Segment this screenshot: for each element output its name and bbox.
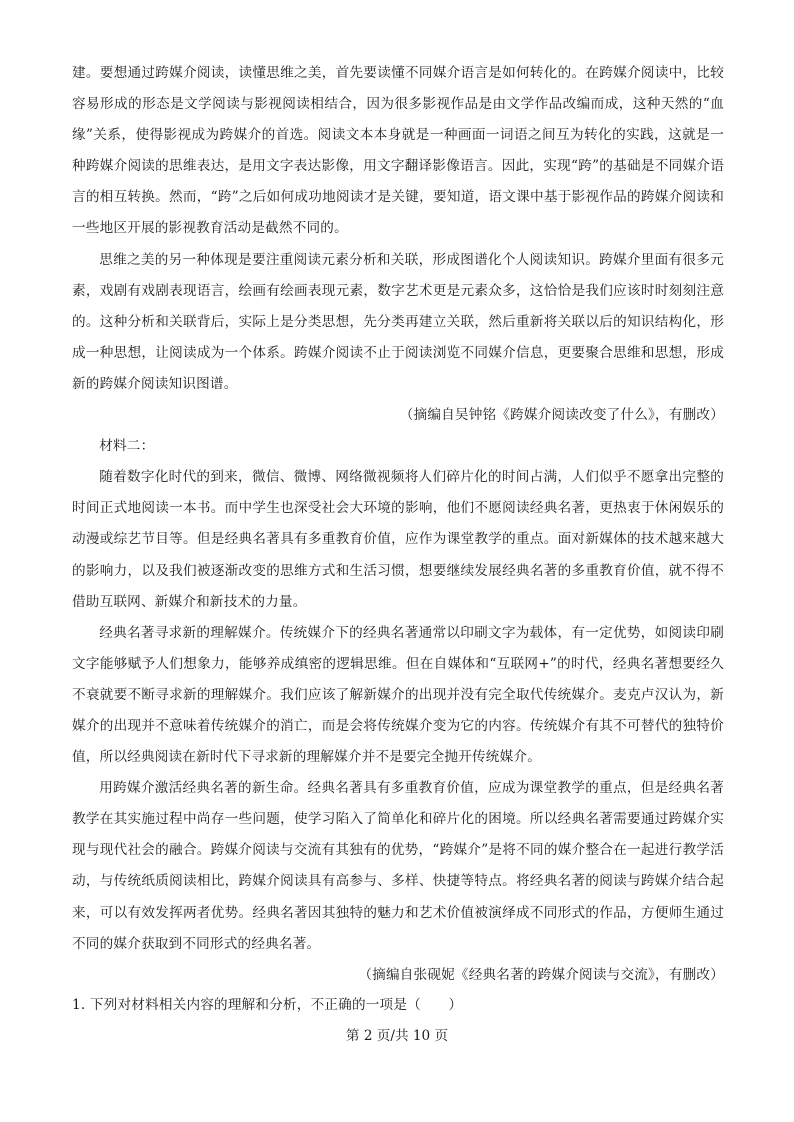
question-1: 1. 下列对材料相关内容的理解和分析，不正确的一项是（ ） — [72, 996, 463, 1013]
material-two-label: 材料二： — [99, 438, 155, 455]
paragraph-2: 思维之美的另一种体现是要注重阅读元素分析和关联，形成图谱化个人阅读知识。跨媒介里面有很多元素，戏剧有戏剧表现语言，绘画有绘画表现元素，数字艺术更是元素众多，这恰恰是我们应该时时刻刻注意的。这种分析和关联背后，实际上是分类思想，先分类再建立关联，然后重新将关联以后的知识结构化，形成一种思想，让阅读成为一个体系。跨媒介阅读不止于阅读浏览不同媒介信息，更要聚合思维和思想，形成新的跨媒介阅读知识图谱。 — [72, 251, 724, 392]
source-citation-1: （摘编自吴钟铭《跨媒介阅读改变了什么》，有删改） — [399, 407, 724, 424]
document-body — [72, 58, 724, 1017]
paragraph-5: 用跨媒介激活经典名著的新生命。经典名著具有多重教育价值，应成为课堂教学的重点，但是经典名著教学在其实施过程中尚存一些问题，使学习陷入了简单化和碎片化的困境。所以经典名著需要通过跨媒介实现与现代社会的融合。跨媒介阅读与交流有其独有的优势，“跨媒介”是将不同的媒介整合在一起进行教学活动，与传统纸质阅读相比，跨媒介阅读具有高参与、多样、快捷等特点。将经典名著的阅读与跨媒介结合起来，可以有效发挥两者优势。经典名著因其独特的魅力和艺术价值被演绎成不同形式的作品，方便师生通过不同的媒介获取到不同形式的经典名著。 — [72, 780, 724, 952]
paragraph-1: 建。要想通过跨媒介阅读，读懂思维之美，首先要读懂不同媒介语言是如何转化的。在跨媒介阅读中，比较容易形成的形态是文学阅读与影视阅读相结合，因为很多影视作品是由文学作品改编而成，这种天然的“血缘”关系，使得影视成为跨媒介的首选。阅读文本本身就是一种画面一词语之间互为转化的实践，这就是一种跨媒介阅读的思维表达，是用文字表达影像，用文字翻译影像语言。因此，实现“跨”的基础是不同媒介语言的相互转换。然而，“跨”之后如何成功地阅读才是关键，要知道，语文课中基于影视作品的跨媒介阅读和一些地区开展的影视教育活动是截然不同的。 — [72, 65, 724, 237]
page-number-footer: 第 2 页/共 10 页 — [345, 1028, 449, 1044]
paragraph-4: 经典名著寻求新的理解媒介。传统媒介下的经典名著通常以印刷文字为载体，有一定优势，如阅读印刷文字能够赋予人们想象力，能够养成缜密的逻辑思维。但在自媒体和“互联网+”的时代，经典名著想要经久不衰就要不断寻求新的理解媒介。我们应该了解新媒介的出现并没有完全取代传统媒介。麦克卢汉认为，新媒介的出现并不意味着传统媒介的消亡，而是会将传统媒介变为它的内容。传统媒介有其不可替代的独特价值，所以经典阅读在新时代下寻求新的理解媒介并不是要完全抛开传统媒介。 — [72, 624, 724, 766]
paragraph-3: 随着数字化时代的到来，微信、微博、网络微视频将人们碎片化的时间占满，人们似乎不愿拿出完整的时间正式地阅读一本书。而中学生也深受社会大环境的影响，他们不愿阅读经典名著，更热衷于休闲娱乐的动漫或综艺节目等。但是经典名著具有多重教育价值，应作为课堂教学的重点。面对新媒体的技术越来越大的影响力，以及我们被逐渐改变的思维方式和生活习惯，想要继续发展经典名著的多重教育价值，就不得不借助互联网、新媒介和新技术的力量。 — [72, 469, 724, 610]
source-citation-2: （摘编自张砚妮《经典名著的跨媒介阅读与交流》，有删改） — [358, 966, 724, 983]
